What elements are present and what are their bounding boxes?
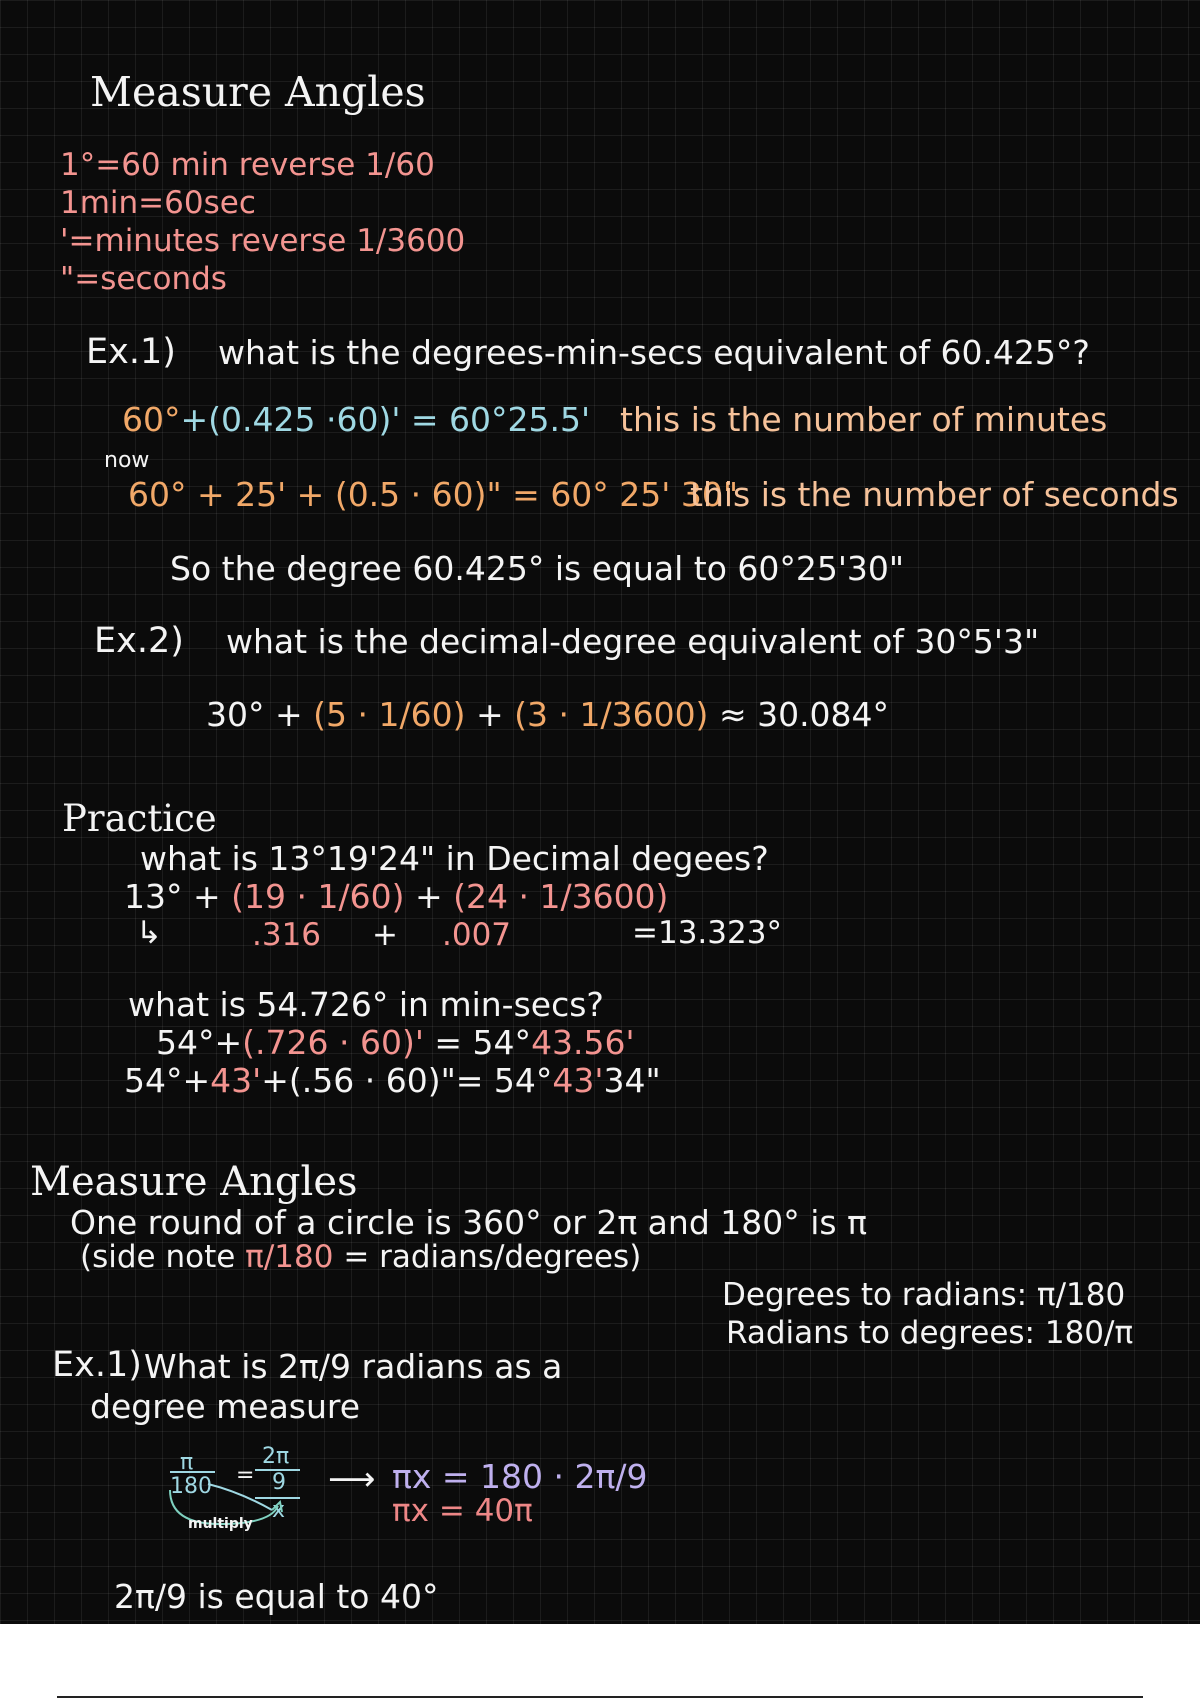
fraction-bottom: x [272,1498,286,1523]
q2-part: 54°+ [156,1023,243,1062]
side-note-fraction: π/180 [245,1239,334,1275]
fraction-top: π [180,1450,194,1475]
ex1-step1 [122,400,591,439]
ex3-result-line: πx = 40π [392,1493,533,1529]
practice-q1-setup [124,877,669,916]
now-label: now [104,448,150,473]
example-question: degree measure [90,1387,361,1426]
q2-part: 43.56' [531,1023,635,1062]
ex1-step1-note: this is the number of minutes [620,400,1108,439]
q2-part: (.726 · 60)' [242,1023,424,1062]
ex1-step2: 60° + 25' + (0.5 · 60)" = 60° 25' 30" [128,475,739,514]
arrow-icon: ↳ [136,915,162,951]
q1-part: (24 · 1/3600) [453,877,669,916]
example-label: Ex.1) [52,1345,142,1385]
practice-heading: Practice [62,797,217,840]
practice-q1-result: =13.323° [632,915,782,951]
practice-q1: what is 13°19'24" in Decimal degees? [140,839,769,878]
divider [57,1696,1143,1698]
section-title: Measure Angles [90,68,426,116]
circle-fact: One round of a circle is 360° or 2π and 180° is π [70,1203,867,1242]
conversion-rule: Degrees to radians: π/180 [722,1277,1126,1313]
example-question: what is the degrees-min-secs equivalent of 60.425°? [218,333,1090,372]
ex2-part: + [475,695,504,734]
ex1-step1-degrees: 60° [122,400,181,439]
q1-part: + [414,877,443,916]
practice-q2-step1 [156,1023,635,1062]
example-label: Ex.2) [94,621,184,661]
section-title: Measure Angles [30,1159,358,1205]
ex2-part: 30° + [206,695,303,734]
ex2-part: (3 · 1/3600) [514,695,709,734]
conversion-rule: Radians to degrees: 180/π [726,1315,1134,1351]
practice-q1-value: .007 [442,917,512,953]
multiply-label: multiply [188,1516,253,1532]
practice-q2: what is 54.726° in min-secs? [128,985,604,1024]
example-question: what is the decimal-degree equivalent of 30°5'3" [226,622,1040,661]
example-label: Ex.1) [86,332,176,372]
q2-part: 54°+ [124,1061,211,1100]
q2-part: 43' [552,1061,604,1100]
definition-line: 1min=60sec [60,185,256,221]
arrow-right-icon: ⟶ [328,1459,376,1498]
fraction-middle: 9 [272,1470,286,1495]
ex3-answer: 2π/9 is equal to 40° [114,1577,439,1616]
practice-q2-step2 [124,1061,661,1100]
q1-part: (19 · 1/60) [231,877,405,916]
ex1-conclusion: So the degree 60.425° is equal to 60°25'30" [170,549,905,588]
ex2-part: ≈ 30.084° [718,695,890,734]
q2-part: = 54° [455,1061,553,1100]
q2-part: +(.56 · 60)" [261,1061,456,1100]
example-question: What is 2π/9 radians as a [144,1347,563,1386]
ex3-result-line: πx = 180 · 2π/9 [392,1457,648,1496]
side-note-part: = radians/degrees) [343,1239,642,1275]
q2-part: = 54° [434,1023,532,1062]
equals-sign: = [236,1463,255,1488]
q1-part: 13° + [124,877,221,916]
ex2-solution [206,695,890,734]
side-note [80,1239,642,1275]
q2-part: 34" [603,1061,661,1100]
q2-part: 43' [210,1061,262,1100]
definition-line: "=seconds [60,261,227,297]
definition-line: '=minutes reverse 1/3600 [60,223,466,259]
ex2-part: (5 · 1/60) [313,695,466,734]
ex1-step1-work: +(0.425 ·60)' = 60°25.5' [180,400,591,439]
definition-line: 1°=60 min reverse 1/60 [60,147,435,183]
fraction-bottom: 180 [170,1474,212,1499]
ex1-step2-note: this is the number of seconds [690,475,1179,514]
practice-q1-plus: + [372,917,398,953]
side-note-part: (side note [80,1239,236,1275]
fraction-top: 2π [262,1444,290,1469]
practice-q1-value: .316 [252,917,322,953]
